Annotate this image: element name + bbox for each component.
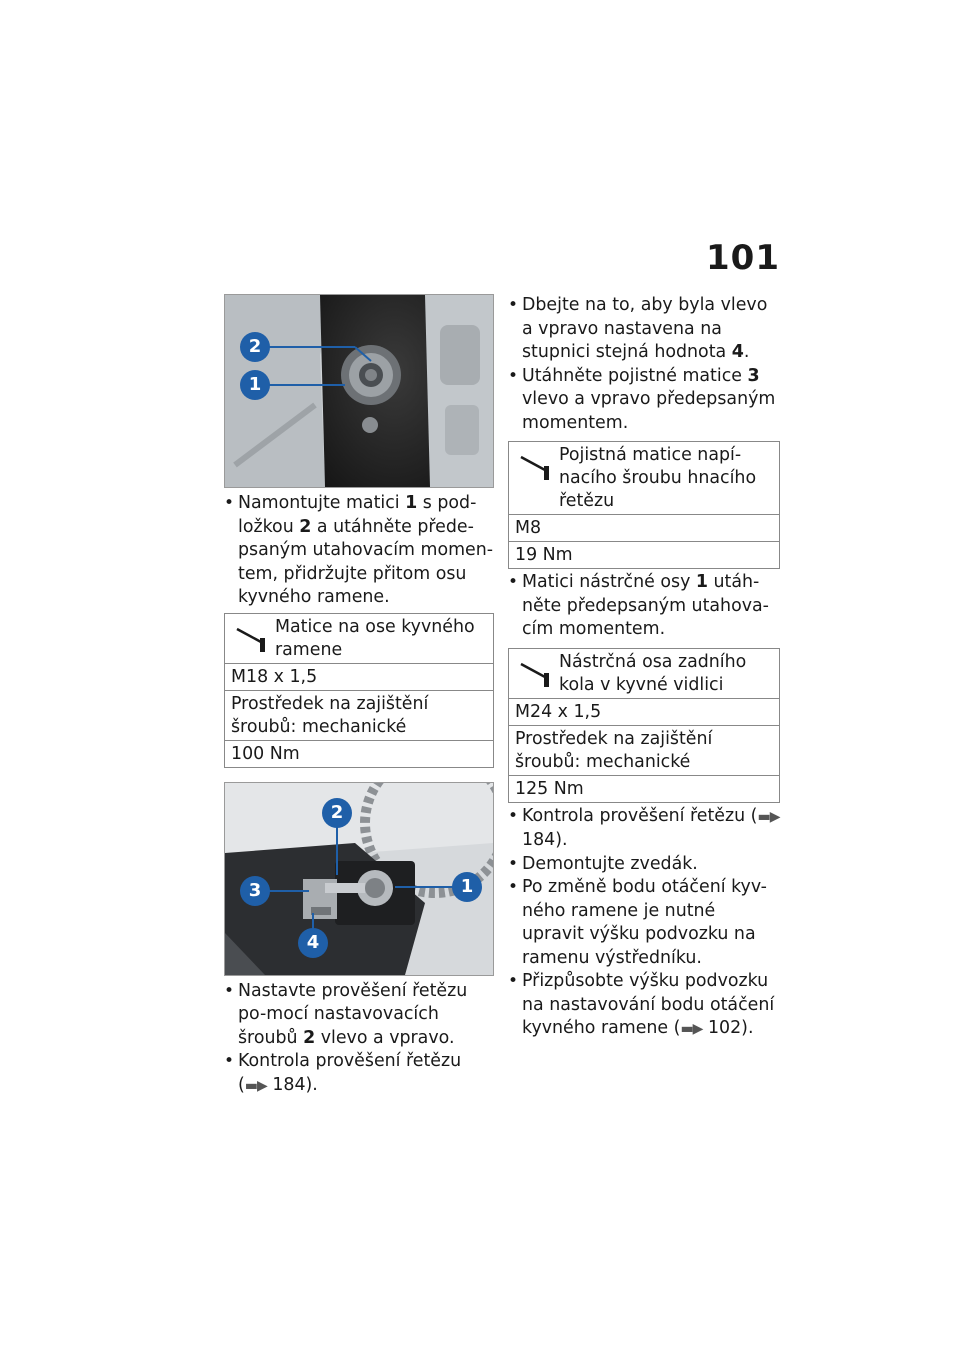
- torque-wrench-icon: [519, 661, 555, 689]
- step-check-chain: • Kontrola prověšení řetězu (▬▶ 184).: [508, 805, 780, 850]
- spec-row: M18 x 1,5: [225, 663, 494, 690]
- figure-chain-adjuster: [224, 782, 494, 976]
- bullet: •: [508, 805, 519, 826]
- callout-4: 4: [306, 931, 320, 953]
- step-list-5: [508, 805, 780, 1042]
- spec-row: Prostředek na zajištění šroubů: mechanické: [509, 725, 780, 775]
- bullet: •: [508, 295, 519, 315]
- spec-title-cell: Pojistná matice napí-nacího šroubu hnacího řetězu: [509, 442, 780, 515]
- page-ref-arrow-icon: ▬▶: [244, 1077, 267, 1094]
- spec-table-rear-axle: [508, 648, 780, 803]
- step-list-2: [224, 980, 494, 1099]
- step-scale-value: • Dbejte na to, aby byla vlevo a vpravo nastavena na stupnici stejná hodnota 4.: [508, 295, 768, 362]
- callout-1: 1: [460, 875, 474, 897]
- page-ref-arrow-icon: ▬▶: [680, 1021, 703, 1037]
- page-number: 101: [706, 238, 780, 278]
- figure-swingarm-axle-nut: [224, 294, 494, 488]
- step-list-1: [224, 492, 494, 610]
- step-adjust-chain: • Nastavte prověšení řetězu po-mocí nastavovacích šroubů 2 vlevo a vpravo.: [224, 980, 468, 1048]
- step-mount-nut: • Namontujte matici 1 s pod-ložkou 2 a utáhněte přede-psaným utahovacím momen-tem, přidržujte přitom osu kyvného ramene.: [224, 493, 494, 607]
- torque-wrench-icon: [519, 454, 555, 482]
- page-ref-arrow-icon: ▬▶: [757, 808, 780, 825]
- step-list-4: [508, 571, 780, 642]
- left-column: [224, 294, 494, 1098]
- spec-row: 100 Nm: [225, 740, 494, 767]
- bullet: •: [508, 877, 519, 897]
- callout-1: 1: [248, 374, 262, 395]
- step-tighten-axle-nut: • Matici nástrčné osy 1 utáh-něte předepsaným utahova-cím momentem.: [508, 572, 769, 639]
- spec-row: 125 Nm: [509, 775, 780, 802]
- bullet: •: [508, 572, 519, 592]
- callout-2: 2: [330, 801, 344, 823]
- right-column: [508, 294, 780, 1042]
- step-match-ride-height: • Přizpůsobte výšku podvozku na nastavování bodu otáčení kyvného ramene (▬▶ 102).: [508, 971, 775, 1038]
- spec-row: Prostředek na zajištění šroubů: mechanické: [225, 690, 494, 740]
- bullet: •: [224, 493, 235, 513]
- step-adjust-ride-height: • Po změně bodu otáčení kyv-ného ramene je nutné upravit výšku podvozku na ramenu výstředníku.: [508, 877, 767, 968]
- callout-3: 3: [248, 879, 262, 901]
- bullet: •: [508, 365, 519, 386]
- bullet: •: [224, 1051, 235, 1071]
- step-list-3: [508, 294, 780, 435]
- spec-table-swingarm-nut: [224, 613, 494, 768]
- spec-row: M24 x 1,5: [509, 698, 780, 725]
- torque-wrench-icon: [235, 626, 271, 654]
- bullet: •: [508, 853, 519, 874]
- bullet: •: [508, 971, 519, 991]
- step-remove-stand: • Demontujte zvedák.: [508, 853, 780, 877]
- callout-2: 2: [248, 336, 262, 357]
- spec-row: 19 Nm: [509, 542, 780, 569]
- spec-table-locknut: [508, 441, 780, 569]
- step-check-chain: • Kontrola prověšení řetězu (▬▶ 184).: [224, 1051, 462, 1095]
- bullet: •: [224, 980, 235, 1001]
- spec-title-cell: Nástrčná osa zadního kola v kyvné vidlici: [509, 648, 780, 698]
- spec-row: M8: [509, 515, 780, 542]
- step-tighten-locknuts: • Utáhněte pojistné matice 3 vlevo a vpravo předepsaným momentem.: [508, 365, 776, 433]
- spec-title-cell: Matice na ose kyvného ramene: [225, 613, 494, 663]
